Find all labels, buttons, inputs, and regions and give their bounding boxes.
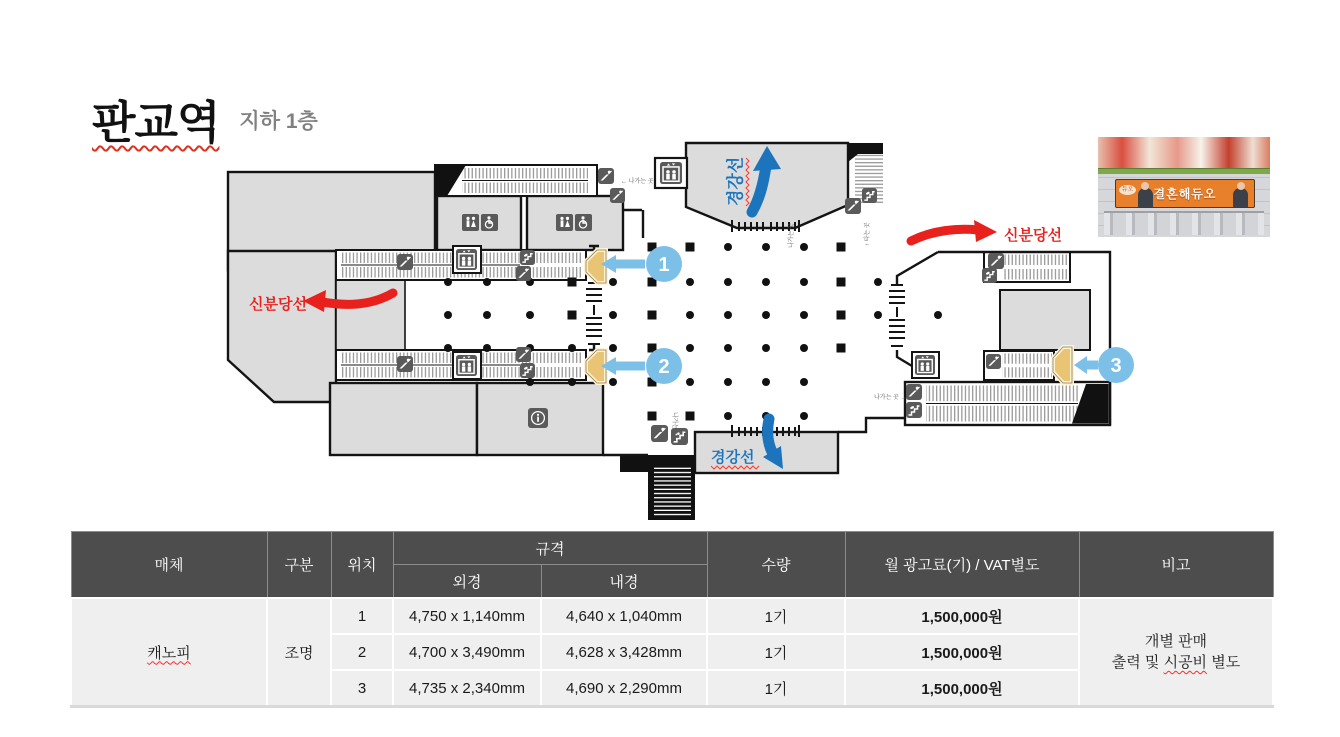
escalator-icon (397, 356, 413, 372)
exit-label: ← 나가는 곳 (621, 179, 654, 185)
escalator-icon (516, 347, 531, 362)
cell-inner-size: 4,640 x 1,040mm (541, 598, 707, 634)
cell-fee: 1,500,000원 (845, 598, 1079, 634)
canopy-location-3 (1053, 347, 1134, 383)
note-line-1: 개별 판매 (1144, 633, 1208, 650)
col-header-note: 비고 (1079, 532, 1273, 599)
cell-inner-size: 4,690 x 2,290mm (541, 670, 707, 707)
cell-outer-size: 4,700 x 3,490mm (393, 634, 541, 670)
stairs-icon (982, 268, 997, 283)
sinbundang-line-label-left: 신분당선 (249, 296, 307, 313)
escalator-icon (610, 188, 625, 203)
exit-label: 나가는 곳 (789, 223, 795, 248)
table-row (71, 598, 1273, 634)
photo-ad-text: 결혼해듀오 (1153, 187, 1217, 201)
cell-quantity: 1기 (707, 634, 845, 670)
col-header-category: 구분 (267, 532, 331, 599)
station-title: 판교역 (92, 97, 220, 148)
escalator-icon (845, 198, 861, 214)
cell-location: 2 (331, 634, 393, 670)
fare-gates (586, 220, 905, 437)
cell-outer-size: 4,735 x 2,340mm (393, 670, 541, 707)
sinbundang-line-label-right: 신분당선 (1004, 227, 1062, 244)
canopy-location-1 (586, 246, 682, 283)
cell-quantity: 1기 (707, 598, 845, 634)
fare-gate-right (889, 285, 905, 346)
elevator-icon (456, 249, 477, 270)
boarding-label: ↑ 타는 곳 (865, 222, 871, 246)
col-header-spec-outer: 외경 (393, 565, 541, 599)
sinbundang-right-arrow (911, 229, 978, 241)
exit-label: 나가는 곳 → (874, 395, 907, 401)
elevator-icon (456, 355, 477, 376)
col-header-spec: 규격 (393, 532, 707, 565)
room-right (1000, 290, 1090, 350)
cell-location: 3 (331, 670, 393, 707)
info-icon (528, 408, 548, 428)
location-marker-3: 3 (1110, 355, 1122, 377)
stairs-icon (906, 402, 922, 418)
escalator-icon (516, 266, 531, 281)
location-marker-2: 2 (658, 356, 670, 378)
ad-rate-table (70, 531, 1274, 708)
room-sinbundang-wing (228, 251, 336, 402)
right-arrow-head (974, 220, 997, 242)
cell-media: 캐노피 (71, 598, 267, 707)
stairs-icon (862, 188, 877, 203)
stairs-icon (520, 250, 535, 265)
elevator-icon (660, 162, 682, 184)
col-header-quantity: 수량 (707, 532, 845, 599)
exit-label: 나가는 곳 ↓ (671, 412, 677, 442)
cell-outer-size: 4,750 x 1,140mm (393, 598, 541, 634)
photo-ad-badge: 듀오 (1119, 185, 1136, 195)
elevator-icon (915, 355, 935, 375)
cell-quantity: 1기 (707, 670, 845, 707)
gyeonggang-line-label-top: 경강선 (726, 156, 745, 206)
stairs-icon (520, 363, 535, 378)
fare-gate-middle (586, 283, 602, 344)
cell-inner-size: 4,628 x 3,428mm (541, 634, 707, 670)
escalator-icon (986, 354, 1001, 369)
cell-fee: 1,500,000원 (845, 634, 1079, 670)
escalator-icon (651, 425, 668, 442)
escalator-icon (598, 168, 614, 184)
col-header-location: 위치 (331, 532, 393, 599)
gyeonggang-line-label-bottom: 경강선 (711, 449, 755, 466)
col-header-media: 매체 (71, 532, 267, 599)
escalator-icon (397, 254, 413, 270)
note-line-2: 출력 및 시공비 별도 (1111, 654, 1241, 671)
floor-subtitle: 지하 1층 (239, 110, 318, 133)
cell-location: 1 (331, 598, 393, 634)
escalator-icon (988, 253, 1004, 269)
escalator-icon (906, 384, 922, 400)
cell-category: 조명 (267, 598, 331, 707)
location-marker-1: 1 (658, 254, 670, 276)
canopy-location-2 (586, 348, 682, 384)
col-header-spec-inner: 내경 (541, 565, 707, 599)
room-bottom-left-a (330, 383, 477, 455)
col-header-fee: 월 광고료(기) / VAT별도 (845, 532, 1079, 599)
cell-note (1079, 598, 1273, 707)
cell-fee: 1,500,000원 (845, 670, 1079, 707)
